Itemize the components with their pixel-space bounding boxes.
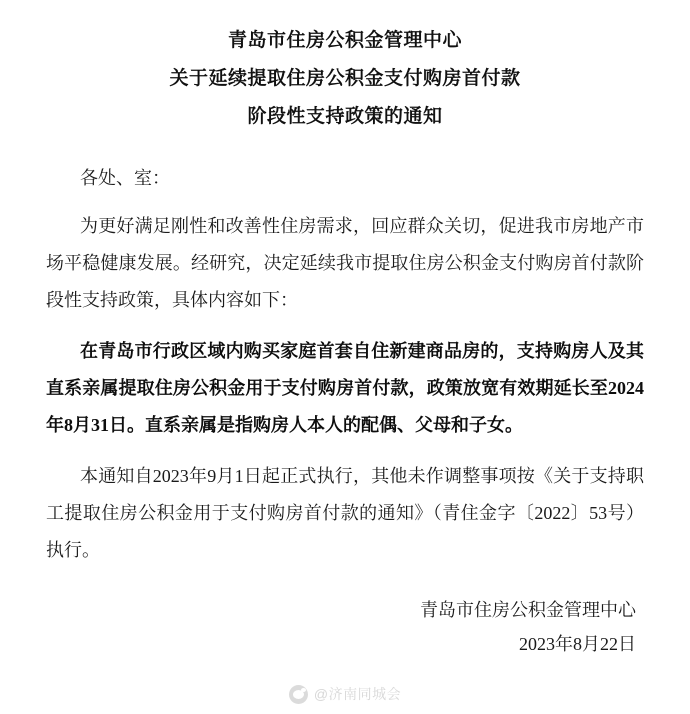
- watermark-label: @济南同城会: [313, 686, 402, 702]
- issue-date: 2023年8月22日: [519, 634, 636, 654]
- issuer-signature: 青岛市住房公积金管理中心: [420, 600, 636, 620]
- salutation: 各处、室：: [80, 168, 170, 188]
- weibo-logo-icon: [289, 685, 308, 704]
- document-title-block: [46, 22, 644, 136]
- page-title-line-3: 阶段性支持政策的通知: [247, 106, 443, 127]
- page-title-line-1: 青岛市住房公积金管理中心: [227, 30, 462, 51]
- watermark: [0, 684, 690, 704]
- page-title-line-2: 关于延续提取住房公积金支付购房首付款: [169, 68, 521, 89]
- body-paragraph-3: 本通知自2023年9月1日起正式执行，其他未作调整事项按《关于支持职工提取住房公积金用于支付购房首付款的通知》（青住金字〔2022〕53号）执行。: [46, 466, 644, 560]
- body-paragraph-1: 为更好满足刚性和改善性住房需求，回应群众关切，促进我市房地产市场平稳健康发展。经研究，决定延续我市提取住房公积金支付购房首付款阶段性支持政策，具体内容如下：: [46, 216, 644, 310]
- body-paragraph-2-emphasized: 在青岛市行政区域内购买家庭首套自住新建商品房的，支持购房人及其直系亲属提取住房公积金用于支付购房首付款，政策放宽有效期延长至2024年8月31日。直系亲属是指购房人本人的配偶、父母和子女。: [46, 341, 644, 435]
